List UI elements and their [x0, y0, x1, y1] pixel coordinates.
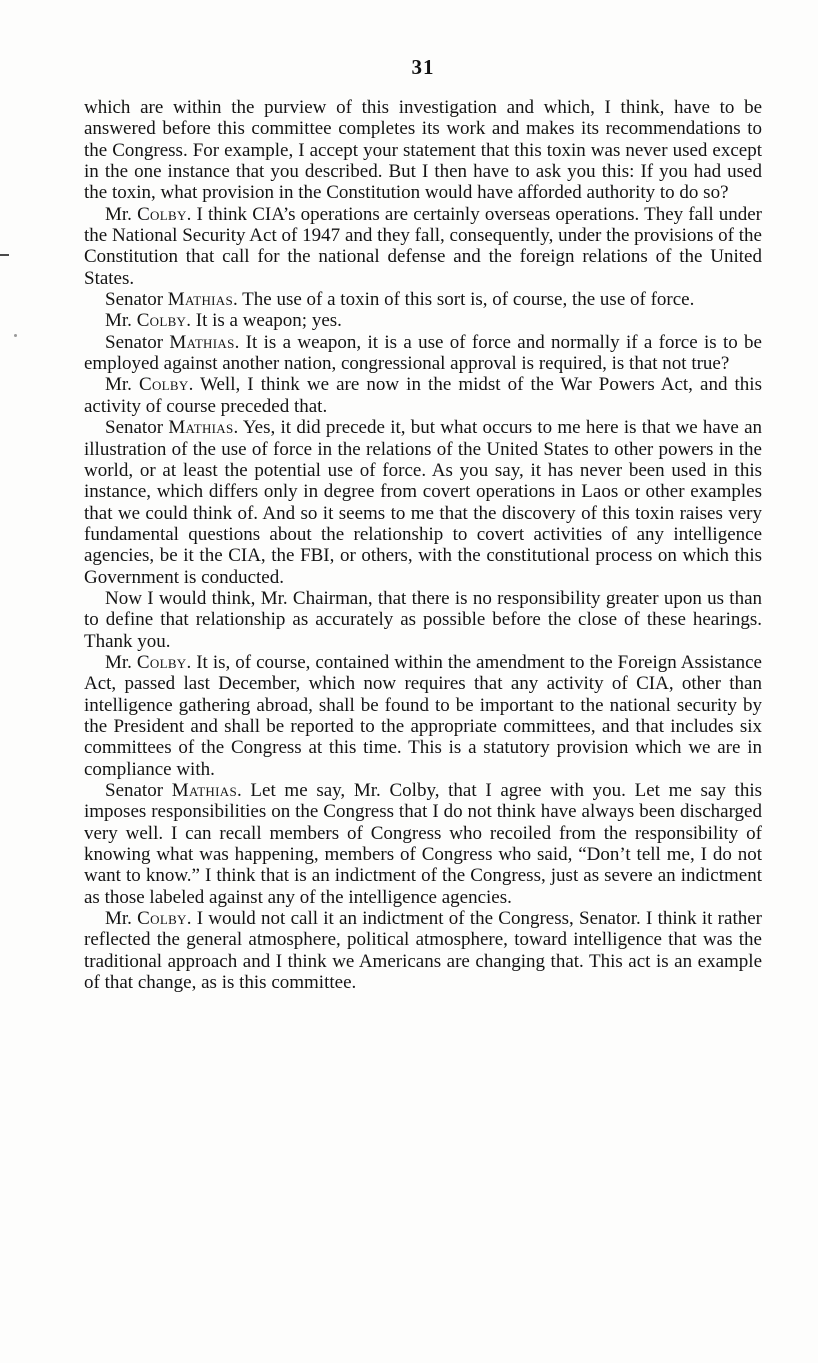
speaker-name: Mr. Colby — [105, 310, 187, 332]
speaker-surname: Colby — [139, 374, 189, 396]
speaker-surname: Mathias — [168, 417, 234, 439]
speaker-surname: Colby — [136, 310, 187, 332]
paragraph: Senator Mathias. It is a weapon, it is a use of force and normally if a force is to be employed against another nation, congressional approval is required, is that not true? — [84, 331, 762, 375]
speaker-surname: Mathias — [169, 331, 235, 353]
page-number: 31 — [411, 55, 435, 79]
speaker-surname: Mathias — [167, 289, 234, 311]
speaker-name: Senator Mathias — [105, 331, 235, 353]
speaker-surname: Colby — [136, 651, 187, 673]
scan-artifact-dash — [0, 254, 9, 256]
paragraph: Senator Mathias. Yes, it did precede it, but what occurs to me here is that we have an illustration of the use of force in the relations of the United States to other powers in the world, or at least the potential use of force. As you say, it has never been used in this instance, which differs only in degree from covert operations in Laos or other examples that we could think of. And so it seems to me that the discovery of this toxin raises very fundamental questions about the relationship to covert activities of any intelligence agencies, be it the CIA, the FBI, or others, with the constitutional process on which this Government is conducted. — [84, 417, 762, 588]
speaker-name: Mr. Colby — [105, 651, 187, 673]
speaker-name: Senator Mathias — [105, 780, 237, 801]
paragraph: Now I would think, Mr. Chairman, that there is no responsibility greater upon us than to define that relationship as accurately as possible before the close of these hearings. Thank you. — [84, 587, 762, 652]
paragraph: which are within the purview of this investigation and which, I think, have to be answered before this committee completes its work and makes its recommendations to the Congress. For example, I accept your statement that this toxin was never used except in the one instance that you described. But I then have to ask you this: If you had used the toxin, what provision in the Constitution would have afforded authority to do so? — [84, 97, 762, 204]
speaker-name: Senator Mathias — [105, 289, 234, 311]
paragraph: Mr. Colby. I would not call it an indictment of the Congress, Senator. I think it rather reflected the general atmosphere, political atmosphere, toward intelligence that was the traditional approach and I think we Americans are changing that. This act is an example of that change, as is this committee. — [84, 908, 762, 994]
speaker-surname: Mathias — [171, 780, 237, 801]
speaker-name: Mr. Colby — [105, 908, 187, 930]
scan-artifact-dot — [14, 334, 17, 337]
document-body — [84, 97, 762, 993]
speaker-surname: Colby — [137, 908, 187, 930]
paragraph: Senator Mathias. Let me say, Mr. Colby, that I agree with you. Let me say this imposes responsibilities on the Congress that I do not think have always been discharged very well. I can recall members of Congress who recoiled from the responsibility of knowing what was happening, members of Congress who said, “Don’t tell me, I do not want to know.” I think that is an indictment of the Congress, just as severe an indictment as those labeled against any of the intelligence agencies. — [84, 780, 763, 908]
paragraph: Senator Mathias. The use of a toxin of this sort is, of course, the use of force. — [105, 289, 695, 311]
speaker-name: Mr. Colby — [105, 374, 189, 396]
paragraph: Mr. Colby. I think CIA’s operations are certainly overseas operations. They fall under the National Security Act of 1947 and they fall, consequently, under the provisions of the Constitution that call for the national defense and the foreign relations of the United States. — [84, 203, 762, 289]
paragraph: Mr. Colby. It is, of course, contained within the amendment to the Foreign Assistance Act, passed last December, which now requires that any activity of CIA, other than intelligence gathering abroad, shall be found to be important to the national security by the President and shall be reported to the appropriate committees, and that includes six committees of the Congress at this time. This is a statutory provision which we are in compliance with. — [84, 651, 762, 780]
paragraph: Mr. Colby. Well, I think we are now in the midst of the War Powers Act, and this activity of course preceded that. — [84, 374, 762, 417]
speaker-name: Mr. Colby — [105, 203, 187, 225]
speaker-surname: Colby — [137, 203, 187, 225]
speaker-name: Senator Mathias — [105, 417, 234, 439]
paragraph: Mr. Colby. It is a weapon; yes. — [105, 310, 342, 332]
